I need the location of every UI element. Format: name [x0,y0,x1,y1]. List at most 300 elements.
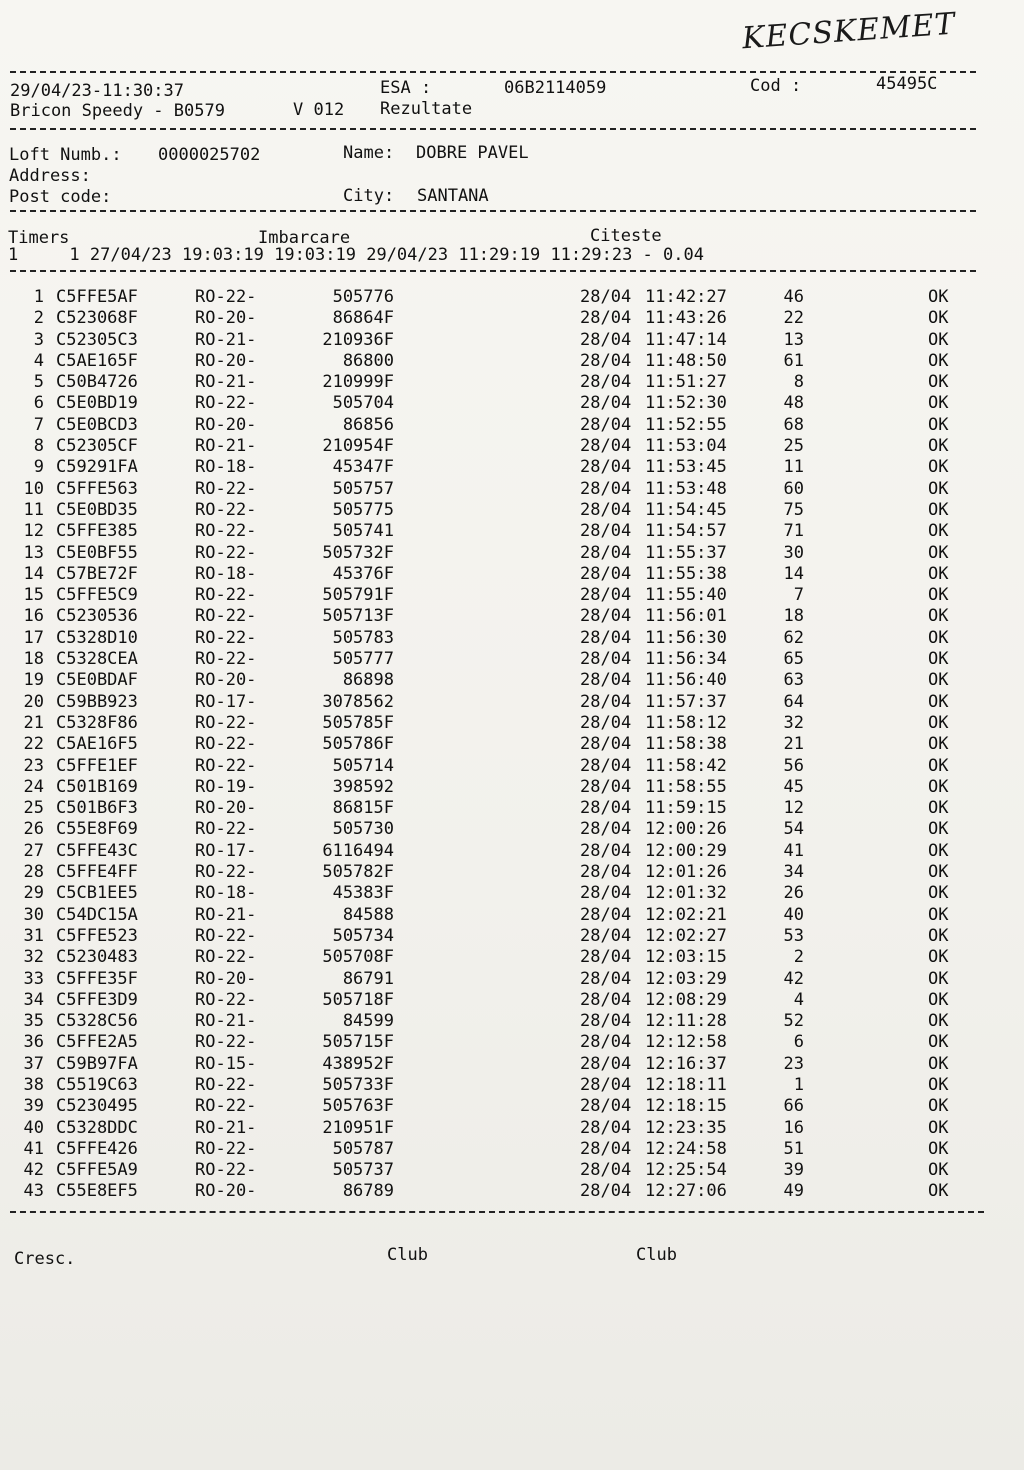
arrival-time: 11:56:34 [645,649,727,670]
table-row [0,692,1024,713]
position: 53 [783,925,804,946]
status: OK [928,372,949,393]
arrival-date: 28/04 [580,478,632,499]
country-year: RO-22- [195,755,257,776]
row-number: 7 [33,414,44,435]
table-row [0,1011,1024,1032]
ring-number: 505734 [332,925,394,946]
status: OK [928,585,949,606]
table-row [0,990,1024,1011]
arrival-time: 11:58:42 [645,755,727,776]
position: 46 [783,287,804,307]
ring-number: 86800 [342,350,394,371]
ring-number: 505763F [322,1096,394,1117]
ring-number: 505775 [332,499,394,520]
position: 30 [783,542,804,563]
ring-number: 505741 [332,521,394,542]
ring-number: 505777 [332,649,394,670]
row-number: 42 [23,1160,44,1181]
ring-number: 505776 [332,287,394,307]
row-number: 16 [23,606,44,627]
table-row [0,777,1024,798]
chip-id: C5CB1EE5 [56,883,138,904]
status: OK [928,925,949,946]
arrival-date: 28/04 [580,1160,632,1181]
separator-top [10,71,976,73]
arrival-date: 28/04 [580,457,632,478]
arrival-time: 11:55:38 [645,563,727,584]
cresc-label: Cresc. [14,1249,76,1269]
country-year: RO-22- [195,989,257,1010]
chip-id: C5FFE35F [56,968,138,989]
arrival-time: 12:03:15 [645,947,727,968]
position: 7 [793,585,804,606]
country-year: RO-22- [195,1096,257,1117]
table-row [0,670,1024,691]
esa-value: 06B2114059 [504,78,607,98]
table-row [0,521,1024,542]
chip-id: C50B4726 [56,372,138,393]
arrival-time: 12:01:32 [645,883,727,904]
table-row [0,756,1024,777]
status: OK [928,329,949,350]
position: 39 [783,1160,804,1181]
arrival-date: 28/04 [580,947,632,968]
position: 14 [783,563,804,584]
row-number: 18 [23,649,44,670]
row-number: 39 [23,1096,44,1117]
chip-id: C501B169 [56,776,138,797]
arrival-time: 11:47:14 [645,329,727,350]
position: 11 [783,457,804,478]
ring-number: 86791 [342,968,394,989]
position: 2 [793,947,804,968]
country-year: RO-17- [195,691,257,712]
arrival-time: 12:18:11 [645,1074,727,1095]
arrival-date: 28/04 [580,287,632,307]
name-label: Name: [343,143,395,163]
row-number: 3 [33,329,44,350]
separator-header [10,128,976,130]
table-row [0,883,1024,904]
arrival-time: 11:58:38 [645,734,727,755]
chip-id: C5E0BDAF [56,670,138,691]
arrival-date: 28/04 [580,840,632,861]
row-number: 25 [23,798,44,819]
table-row [0,308,1024,329]
position: 40 [783,904,804,925]
arrival-date: 28/04 [580,521,632,542]
country-year: RO-19- [195,776,257,797]
country-year: RO-21- [195,329,257,350]
arrival-time: 11:54:45 [645,499,727,520]
arrival-date: 28/04 [580,542,632,563]
chip-id: C5FFE1EF [56,755,138,776]
arrival-date: 28/04 [580,1032,632,1053]
country-year: RO-20- [195,968,257,989]
arrival-time: 11:59:15 [645,798,727,819]
row-number: 31 [23,925,44,946]
separator-bottom [10,1211,984,1213]
cod-value: 45495C [876,74,938,94]
position: 34 [783,862,804,883]
position: 13 [783,329,804,350]
arrival-time: 11:52:55 [645,414,727,435]
row-number: 30 [23,904,44,925]
table-row [0,351,1024,372]
position: 54 [783,819,804,840]
position: 56 [783,755,804,776]
arrival-time: 12:00:26 [645,819,727,840]
status: OK [928,1074,949,1095]
country-year: RO-22- [195,499,257,520]
chip-id: C5FFE5AF [56,287,138,307]
status: OK [928,542,949,563]
chip-id: C5FFE5C9 [56,585,138,606]
chip-id: C5FFE426 [56,1138,138,1159]
arrival-date: 28/04 [580,904,632,925]
row-number: 2 [33,308,44,329]
ring-number: 210999F [322,372,394,393]
table-row [0,841,1024,862]
status: OK [928,1096,949,1117]
status: OK [928,1053,949,1074]
loft-value: 0000025702 [158,145,261,165]
separator-owner [10,210,976,212]
status: OK [928,989,949,1010]
status: OK [928,947,949,968]
chip-id: C5FFE5A9 [56,1160,138,1181]
arrival-time: 11:58:12 [645,712,727,733]
row-number: 36 [23,1032,44,1053]
arrival-date: 28/04 [580,1138,632,1159]
ring-number: 210936F [322,329,394,350]
row-number: 20 [23,691,44,712]
status: OK [928,1032,949,1053]
country-year: RO-18- [195,563,257,584]
status: OK [928,798,949,819]
status: OK [928,1117,949,1138]
status: OK [928,968,949,989]
row-number: 34 [23,989,44,1010]
row-number: 12 [23,521,44,542]
row-number: 17 [23,627,44,648]
table-row [0,543,1024,564]
country-year: RO-21- [195,1011,257,1032]
position: 42 [783,968,804,989]
arrival-date: 28/04 [580,712,632,733]
row-number: 1 [33,287,44,307]
arrival-date: 28/04 [580,606,632,627]
ring-number: 398592 [332,776,394,797]
status: OK [928,840,949,861]
ring-number: 505708F [322,947,394,968]
arrival-time: 11:56:30 [645,627,727,648]
status: OK [928,1160,949,1181]
chip-id: C5FFE385 [56,521,138,542]
position: 21 [783,734,804,755]
position: 61 [783,350,804,371]
ring-number: 210951F [322,1117,394,1138]
arrival-time: 12:18:15 [645,1096,727,1117]
status: OK [928,883,949,904]
ring-number: 505786F [322,734,394,755]
chip-id: C59B97FA [56,1053,138,1074]
table-row [0,393,1024,414]
country-year: RO-22- [195,947,257,968]
report-type: Rezultate [380,99,473,119]
ring-number: 505714 [332,755,394,776]
ring-number: 505715F [322,1032,394,1053]
ring-number: 505785F [322,712,394,733]
table-row [0,585,1024,606]
table-row [0,1118,1024,1139]
timer-line: 1 1 27/04/23 19:03:19 19:03:19 29/04/23 11:29:19 11:29:23 - 0.04 [8,245,704,265]
row-number: 33 [23,968,44,989]
position: 60 [783,478,804,499]
chip-id: C55E8EF5 [56,1181,138,1202]
status: OK [928,755,949,776]
arrival-date: 28/04 [580,308,632,329]
chip-id: C5FFE523 [56,925,138,946]
position: 32 [783,712,804,733]
arrival-time: 12:16:37 [645,1053,727,1074]
arrival-date: 28/04 [580,1053,632,1074]
arrival-time: 12:03:29 [645,968,727,989]
arrival-time: 11:42:27 [645,287,727,307]
row-number: 19 [23,670,44,691]
position: 26 [783,883,804,904]
country-year: RO-22- [195,478,257,499]
arrival-date: 28/04 [580,372,632,393]
ring-number: 86789 [342,1181,394,1202]
loft-label: Loft Numb.: [9,145,122,165]
esa-label: ESA : [380,78,432,98]
row-number: 8 [33,436,44,457]
row-number: 10 [23,478,44,499]
country-year: RO-22- [195,627,257,648]
owner-name: DOBRE PAVEL [416,143,529,163]
status: OK [928,287,949,307]
ring-number: 6116494 [322,840,394,861]
status: OK [928,1011,949,1032]
country-year: RO-22- [195,1074,257,1095]
country-year: RO-20- [195,350,257,371]
country-year: RO-15- [195,1053,257,1074]
arrival-time: 12:02:27 [645,925,727,946]
arrival-date: 28/04 [580,350,632,371]
chip-id: C5FFE43C [56,840,138,861]
arrival-date: 28/04 [580,627,632,648]
row-number: 29 [23,883,44,904]
row-number: 5 [33,372,44,393]
table-row [0,1096,1024,1117]
ring-number: 505787 [332,1138,394,1159]
position: 12 [783,798,804,819]
arrival-date: 28/04 [580,649,632,670]
position: 63 [783,670,804,691]
arrival-date: 28/04 [580,436,632,457]
arrival-time: 12:27:06 [645,1181,727,1202]
row-number: 6 [33,393,44,414]
row-number: 23 [23,755,44,776]
arrival-date: 28/04 [580,862,632,883]
chip-id: C5328CEA [56,649,138,670]
ring-number: 505791F [322,585,394,606]
row-number: 14 [23,563,44,584]
arrival-time: 11:53:45 [645,457,727,478]
position: 65 [783,649,804,670]
cod-label: Cod : [750,76,802,96]
position: 68 [783,414,804,435]
country-year: RO-21- [195,1117,257,1138]
position: 23 [783,1053,804,1074]
arrival-date: 28/04 [580,925,632,946]
ring-number: 86815F [332,798,394,819]
table-row [0,436,1024,457]
position: 49 [783,1181,804,1202]
status: OK [928,862,949,883]
table-row [0,819,1024,840]
club-label-2: Club [636,1245,677,1265]
arrival-time: 12:01:26 [645,862,727,883]
arrival-time: 11:53:04 [645,436,727,457]
row-number: 26 [23,819,44,840]
country-year: RO-22- [195,1138,257,1159]
table-row [0,564,1024,585]
ring-number: 505718F [322,989,394,1010]
ring-number: 84599 [342,1011,394,1032]
row-number: 21 [23,712,44,733]
row-number: 28 [23,862,44,883]
arrival-date: 28/04 [580,1096,632,1117]
status: OK [928,649,949,670]
results-table [0,287,1024,1203]
country-year: RO-21- [195,904,257,925]
arrival-time: 11:58:55 [645,776,727,797]
table-row [0,330,1024,351]
country-year: RO-22- [195,734,257,755]
position: 75 [783,499,804,520]
table-row [0,628,1024,649]
chip-id: C5328F86 [56,712,138,733]
arrival-time: 12:02:21 [645,904,727,925]
chip-id: C5E0BD35 [56,499,138,520]
position: 8 [793,372,804,393]
status: OK [928,436,949,457]
table-row [0,734,1024,755]
table-row [0,905,1024,926]
citeste-label: Citeste [590,226,662,246]
chip-id: C5E0BF55 [56,542,138,563]
country-year: RO-21- [195,372,257,393]
ring-number: 45376F [332,563,394,584]
row-number: 15 [23,585,44,606]
row-number: 22 [23,734,44,755]
row-number: 38 [23,1074,44,1095]
chip-id: C57BE72F [56,563,138,584]
row-number: 40 [23,1117,44,1138]
table-row [0,606,1024,627]
arrival-date: 28/04 [580,670,632,691]
arrival-time: 11:56:01 [645,606,727,627]
table-row [0,479,1024,500]
arrival-time: 12:12:58 [645,1032,727,1053]
ring-number: 505704 [332,393,394,414]
status: OK [928,627,949,648]
arrival-time: 12:24:58 [645,1138,727,1159]
arrival-time: 12:08:29 [645,989,727,1010]
chip-id: C5FFE3D9 [56,989,138,1010]
country-year: RO-20- [195,798,257,819]
arrival-date: 28/04 [580,563,632,584]
chip-id: C52305C3 [56,329,138,350]
arrival-date: 28/04 [580,1074,632,1095]
ring-number: 505782F [322,862,394,883]
chip-id: C5328C56 [56,1011,138,1032]
chip-id: C5E0BCD3 [56,414,138,435]
arrival-date: 28/04 [580,819,632,840]
position: 45 [783,776,804,797]
status: OK [928,606,949,627]
postcode-label: Post code: [9,187,112,207]
arrival-time: 12:25:54 [645,1160,727,1181]
position: 62 [783,627,804,648]
city-label: City: [343,186,395,206]
table-row [0,1181,1024,1202]
position: 52 [783,1011,804,1032]
chip-id: C5AE165F [56,350,138,371]
country-year: RO-22- [195,819,257,840]
country-year: RO-22- [195,606,257,627]
status: OK [928,670,949,691]
arrival-time: 11:56:40 [645,670,727,691]
chip-id: C501B6F3 [56,798,138,819]
ring-number: 505783 [332,627,394,648]
country-year: RO-21- [195,436,257,457]
arrival-time: 11:55:37 [645,542,727,563]
chip-id: C5FFE2A5 [56,1032,138,1053]
status: OK [928,563,949,584]
table-row [0,926,1024,947]
row-number: 9 [33,457,44,478]
status: OK [928,734,949,755]
country-year: RO-22- [195,585,257,606]
chip-id: C5230536 [56,606,138,627]
arrival-time: 11:52:30 [645,393,727,414]
arrival-date: 28/04 [580,734,632,755]
position: 48 [783,393,804,414]
table-row [0,1054,1024,1075]
chip-id: C5519C63 [56,1074,138,1095]
position: 64 [783,691,804,712]
status: OK [928,521,949,542]
status: OK [928,393,949,414]
arrival-time: 11:51:27 [645,372,727,393]
ring-number: 45383F [332,883,394,904]
address-label: Address: [9,166,91,186]
ring-number: 45347F [332,457,394,478]
chip-id: C5E0BD19 [56,393,138,414]
table-row [0,1032,1024,1053]
row-number: 4 [33,350,44,371]
arrival-date: 28/04 [580,329,632,350]
row-number: 27 [23,840,44,861]
chip-id: C5FFE4FF [56,862,138,883]
arrival-time: 12:11:28 [645,1011,727,1032]
arrival-date: 28/04 [580,968,632,989]
chip-id: C523068F [56,308,138,329]
